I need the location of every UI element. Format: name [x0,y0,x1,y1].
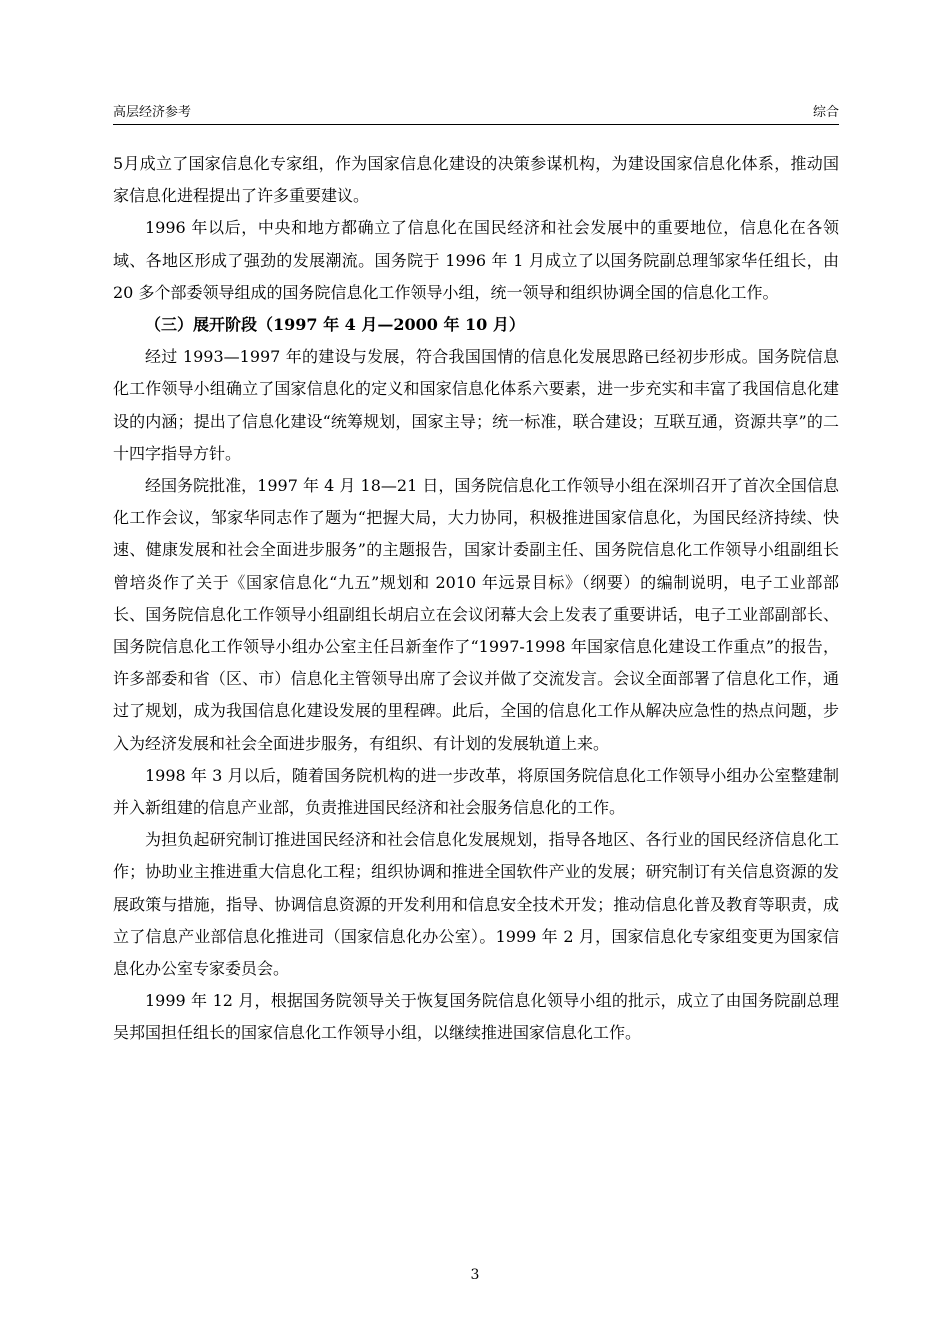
paragraph-1996: 1996 年以后，中央和地方都确立了信息化在国民经济和社会发展中的重要地位，信息化在各领域、各地区形成了强劲的发展潮流。国务院于 1996 年 1 月成立了以国务院副总理邹家华任组长，由 20 多个部委领导组成的国务院信息化工作领导小组，统一领导和组织协调全国的信息化工作。 [113,218,839,302]
paragraph-1997-conference: 经国务院批准，1997 年 4 月 18—21 日，国务院信息化工作领导小组在深圳召开了首次全国信息化工作会议，邹家华同志作了题为“把握大局，大力协同，积极推进国家信息化，为国民经济持续、快速、健康发展和社会全面进步服务”的主题报告，国家计委副主任、国务院信息化工作领导小组副组长曾培炎作了关于《国家信息化“九五”规划和 2010 年远景目标》（纲要）的编制说明，电子工业部部长、国务院信息化工作领导小组副组长胡启立在会议闭幕大会上发表了重要讲话，电子工业部副部长、国务院信息化工作领导小组办公室主任吕新奎作了“1997-1998 年国家信息化建设工作重点”的报告，许多部委和省（区、市）信息化主管领导出席了会议并做了交流发言。会议全面部署了信息化工作，通过了规划，成为我国信息化建设发展的里程碑。此后，全国的信息化工作从解决应急性的热点问题，步入为经济发展和社会全面进步服务，有组织、有计划的发展轨道上来。 [113,476,839,753]
header-divider [113,124,839,125]
header-section-label: 综合 [812,105,839,120]
paragraph-1998-reform: 1998 年 3 月以后，随着国务院机构的进一步改革，将原国务院信息化工作领导小组办公室整建制并入新组建的信息产业部，负责推进国民经济和社会服务信息化的工作。 [113,765,839,818]
document-body [113,148,839,1050]
paragraph-continuation: 5月成立了国家信息化专家组，作为国家信息化建设的决策参谋机构，为建设国家信息化体系，推动国家信息化进程提出了许多重要建议。 [113,154,839,206]
header-publication-title: 高层经济参考 [113,105,192,120]
section-heading-stage-three: （三）展开阶段（1997 年 4 月—2000 年 10 月） [145,315,525,335]
paragraph-1993-1997: 经过 1993—1997 年的建设与发展，符合我国国情的信息化发展思路已经初步形成。国务院信息化工作领导小组确立了国家信息化的定义和国家信息化体系六要素，进一步充实和丰富了我国信息化建设的内涵；提出了信息化建设“统筹规划，国家主导；统一标准，联合建设；互联互通，资源共享”的二十四字指导方针。 [113,347,839,463]
paragraph-responsibilities: 为担负起研究制订推进国民经济和社会信息化发展规划，指导各地区、各行业的国民经济信息化工作；协助业主推进重大信息化工程；组织协调和推进全国软件产业的发展；研究制订有关信息资源的发展政策与措施，指导、协调信息资源的开发利用和信息安全技术开发；推动信息化普及教育等职责，成立了信息产业部信息化推进司（国家信息化办公室）。1999 年 2 月，国家信息化专家组变更为国家信息化办公室专家委员会。 [113,830,839,979]
page-header [113,104,839,124]
page-number: 3 [470,1267,480,1283]
paragraph-1999-12: 1999 年 12 月，根据国务院领导关于恢复国务院信息化领导小组的批示，成立了由国务院副总理吴邦国担任组长的国家信息化工作领导小组，以继续推进国家信息化工作。 [113,991,839,1043]
